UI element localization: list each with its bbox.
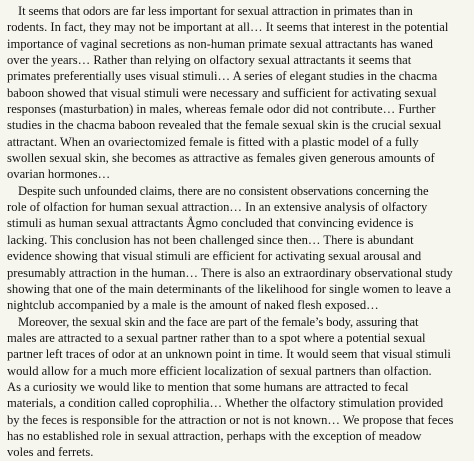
text-line: As a curiosity we would like to mention that some humans are attracted to fecal	[7, 379, 409, 394]
text-line: importance of vaginal secretions as non-human primate sexual attractants has waned	[7, 36, 433, 51]
text-line: males are attracted to a sexual partner rather than to a spot where a potential sexual	[7, 330, 426, 345]
text-line: responses (masturbation) in males, whereas female odor did not contribute… Further	[7, 102, 436, 117]
text-line: swollen sexual skin, she becomes as attractive as females given generous amounts of	[7, 151, 435, 166]
text-line: Despite such unfounded claims, there are no consistent observations concerning the	[18, 183, 429, 198]
text-line: stimuli as human sexual attractants Ågmo concluded that convincing evidence is	[7, 216, 414, 231]
body-text	[7, 3, 465, 461]
text-line: has no established role in sexual attraction, perhaps with the exception of meadow	[7, 428, 422, 443]
text-line: nightclub accompanied by a male is the amount of naked flesh exposed…	[7, 298, 379, 313]
text-line: rodents. In fact, they may not be important at all… It seems that interest in the potential	[7, 20, 449, 35]
text-line: voles and ferrets.	[7, 445, 94, 460]
text-line: would allow for a much more efficient localization of sexual partners than olfaction.	[7, 363, 432, 378]
text-line: It seems that odors are far less important for sexual attraction in primates than in	[18, 4, 413, 18]
text-line: role of olfaction for human sexual attraction… In an extensive analysis of olfactory	[7, 200, 428, 215]
text-line: evidence showing that visual stimuli are efficient for activating sexual arousal and	[7, 249, 422, 264]
text-line: over the years… Rather than relying on olfactory sexual attractants it seems that	[7, 53, 412, 68]
text-line: studies in the chacma baboon revealed that the female sexual skin is the crucial sexual	[7, 118, 442, 133]
text-line: materials, a condition called coprophilia… Whether the olfactory stimulation provided	[7, 396, 444, 411]
text-line: showing that one of the main determinants of the likelihood for single women to leave a	[7, 281, 451, 296]
text-line: baboon showed that visual stimuli were necessary and sufficient for activating sexual	[7, 85, 437, 100]
text-line: presumably attraction in the human… There is also an extraordinary observational study	[7, 265, 453, 280]
text-line: partner left traces of odor at an unknown point in time. It would seem that visual stimuli	[7, 347, 451, 362]
text-line: by the feces is responsible for the attraction or not is not known… We propose that feces	[7, 412, 454, 427]
text-line: attractant. When an ovariectomized female is fitted with a plastic model of a fully	[7, 134, 419, 149]
text-line: Moreover, the sexual skin and the face are part of the female’s body, assuring that	[18, 314, 419, 329]
text-line: lacking. This conclusion has not been challenged since then… There is abundant	[7, 232, 414, 247]
text-line: ovarian hormones…	[7, 167, 111, 182]
text-line: primates preferentially uses visual stimuli… A series of elegant studies in the chacma	[7, 69, 438, 84]
